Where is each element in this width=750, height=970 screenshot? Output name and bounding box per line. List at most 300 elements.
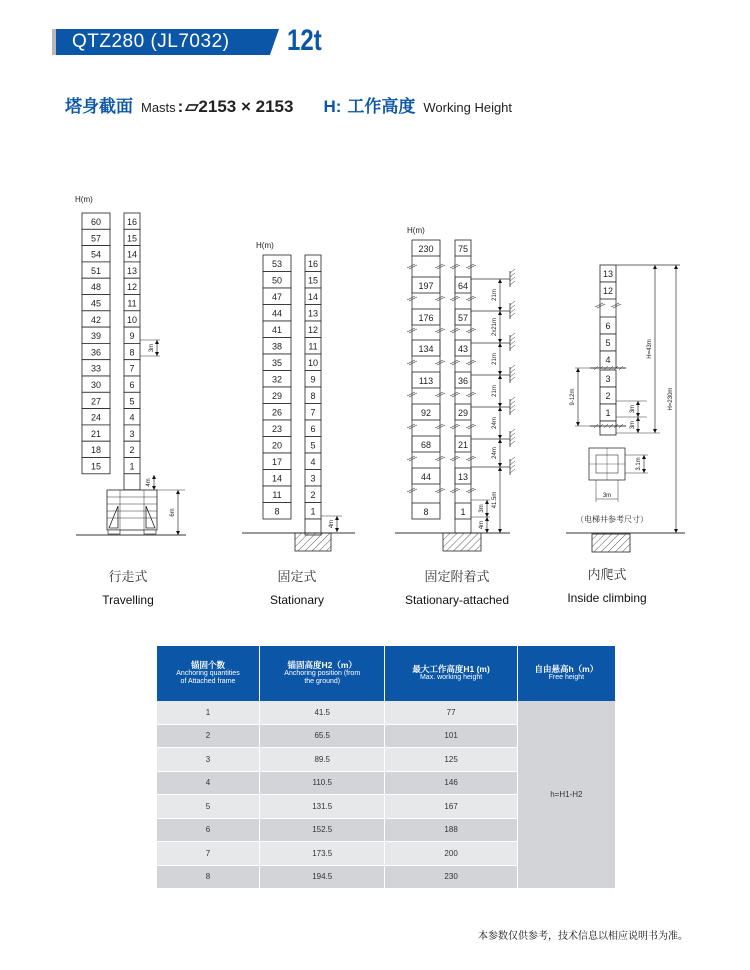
wall-hatch (510, 337, 515, 341)
col-header-free-height (517, 646, 615, 701)
break-mark-icon (437, 393, 445, 397)
col-header-max-working-height (385, 646, 517, 701)
break-mark-icon (435, 424, 443, 428)
section-number: 75 (457, 244, 469, 254)
wall-hatch (510, 369, 515, 373)
arrow-up-icon (642, 455, 646, 459)
break-mark-icon (409, 329, 417, 333)
cell-anchoring-position: 194.5 (259, 865, 385, 889)
break-mark-icon (409, 297, 417, 301)
caption-inside-climbing (532, 564, 682, 605)
mast-dimension: ▱2153 × 2153 (185, 97, 294, 116)
diagram-travelling (75, 195, 186, 535)
header-en: Free height (548, 674, 585, 682)
height-value: 60 (90, 217, 102, 227)
arrow-down-icon (155, 352, 159, 356)
break-mark-icon (450, 296, 458, 300)
height-value: 39 (90, 331, 102, 342)
dim-21m-label: 21m (492, 353, 498, 365)
height-value: 113 (418, 376, 434, 386)
section-number: 6 (310, 424, 316, 434)
wall-hatch (510, 465, 515, 469)
cell-max-height: 101 (385, 724, 517, 748)
anchoring-spec-table (157, 646, 615, 889)
break-mark-icon (409, 425, 417, 429)
section-number: 12 (602, 286, 614, 296)
arrow-down-icon (674, 529, 678, 533)
header-en: Max. working height (419, 674, 483, 682)
break-mark-icon (407, 424, 415, 428)
col-header-anchoring-position (259, 646, 385, 701)
break-mark-icon (437, 329, 445, 333)
break-mark-icon (466, 456, 474, 460)
dim-4m-label: 4m (146, 478, 152, 487)
height-value: 26 (271, 407, 283, 418)
caption-travelling-cn: 行走式 (108, 569, 148, 584)
col-header-anchoring-qty (157, 646, 259, 701)
header-cn: 锚固个数 (190, 659, 225, 670)
tower-configuration-diagrams (0, 180, 750, 560)
arrow-up-icon (498, 375, 502, 379)
dim-3-1m-label: 3.1m (636, 457, 642, 471)
wheel-icon (108, 530, 120, 534)
section-number: 4 (605, 355, 611, 365)
height-value: 18 (90, 445, 102, 456)
break-mark-icon (435, 392, 443, 396)
header-cn: 最大工作高度H1 (m) (412, 663, 490, 674)
table-body (157, 701, 615, 889)
cell-max-height: 188 (385, 818, 517, 842)
height-value: 197 (418, 281, 434, 291)
arrow-up-icon (498, 407, 502, 411)
travelling-chassis (107, 490, 157, 530)
arrow-up-icon (152, 475, 156, 479)
break-mark-icon (468, 393, 476, 397)
break-mark-icon (435, 488, 443, 492)
arrow-up-icon (335, 516, 339, 520)
section-number: 13 (307, 308, 319, 319)
height-value: 44 (420, 472, 432, 482)
cell-anchoring-qty: 3 (157, 748, 259, 772)
mast-label-cn: 塔身截面 (65, 97, 133, 116)
wall-hatch (510, 269, 515, 273)
header-en: Anchoring position (from the ground) (284, 670, 361, 686)
break-mark-icon (437, 361, 445, 365)
break-mark-icon (450, 360, 458, 364)
arrow-up-icon (485, 517, 489, 521)
section-number: 10 (126, 314, 138, 325)
tonnage-label: 12t (287, 24, 322, 57)
break-mark-icon (435, 360, 443, 364)
caption-travelling-en: Travelling (102, 593, 154, 607)
arrow-up-icon (485, 500, 489, 504)
height-value: 11 (272, 490, 282, 500)
cell-anchoring-qty: 1 (157, 701, 259, 724)
wall-hatch (510, 429, 515, 433)
base-section (600, 421, 616, 435)
arrow-up-icon (498, 279, 502, 283)
height-value: 33 (90, 363, 102, 374)
height-value: 176 (418, 313, 434, 323)
cell-anchoring-qty: 2 (157, 724, 259, 748)
break-mark-icon (452, 297, 460, 301)
wall-hatch (510, 373, 515, 377)
section-number: 5 (129, 396, 135, 407)
section-number: 13 (457, 472, 469, 482)
arrow-down-icon (636, 413, 640, 417)
height-value: 23 (271, 424, 283, 434)
section-number: 1 (310, 506, 316, 517)
caption-stationary-attached (382, 566, 532, 607)
break-mark-icon (409, 457, 417, 461)
break-mark-icon (452, 393, 460, 397)
arrow-up-icon (576, 368, 580, 372)
height-label-h: H: (323, 97, 342, 116)
section-number: 15 (126, 233, 138, 244)
height-value: 50 (271, 275, 283, 286)
wall-hatch (510, 313, 515, 317)
wall-hatch (510, 341, 515, 345)
height-value: 30 (90, 380, 102, 390)
break-mark-icon (409, 489, 417, 493)
break-mark-icon (450, 328, 458, 332)
dim-9-12m-label: 9-12m (570, 388, 576, 406)
break-mark-icon (466, 424, 474, 428)
wall-hatch (510, 305, 515, 309)
dim-3m-label: 3m (630, 404, 636, 414)
height-label-en: Working Height (423, 100, 513, 115)
height-value: 24 (90, 412, 102, 423)
section-number: 64 (457, 281, 469, 291)
dim-3m-label: 3m (630, 420, 636, 430)
arrow-down-icon (653, 429, 657, 433)
elevator-shaft-note: （电梯井参考尺寸） (576, 515, 648, 524)
wall-hatch (510, 433, 515, 437)
section-number: 1 (460, 507, 466, 517)
section-number: 36 (457, 376, 469, 386)
section-number: 15 (307, 275, 319, 286)
wall-hatch (510, 457, 515, 461)
break-mark-icon (450, 456, 458, 460)
section-number: 57 (457, 313, 469, 323)
cell-anchoring-position: 131.5 (259, 795, 385, 819)
break-mark-icon (437, 425, 445, 429)
wall-hatch (510, 441, 515, 445)
wall-hatch (510, 333, 515, 337)
height-value: 8 (423, 507, 429, 517)
height-value: 41 (271, 325, 283, 335)
wall-hatch (510, 409, 515, 413)
cell-max-height: 146 (385, 771, 517, 795)
break-mark-icon (468, 489, 476, 493)
arrow-down-icon (498, 371, 502, 375)
arrow-down-icon (176, 531, 180, 535)
cell-anchoring-position: 152.5 (259, 818, 385, 842)
wall-hatch (510, 469, 515, 473)
cell-anchoring-position: 89.5 (259, 748, 385, 772)
break-mark-icon (597, 304, 605, 308)
section-number: 21 (457, 440, 469, 450)
arrow-up-icon (155, 340, 159, 344)
arrow-up-icon (498, 311, 502, 315)
height-value: 35 (271, 358, 283, 368)
section-number: 1 (129, 461, 135, 472)
arrow-up-icon (176, 490, 180, 494)
break-mark-icon (437, 489, 445, 493)
break-mark-icon (466, 360, 474, 364)
section-number: 14 (307, 292, 319, 302)
break-mark-icon (435, 264, 443, 268)
break-mark-icon (613, 304, 621, 308)
break-mark-icon (407, 264, 415, 268)
break-mark-icon (468, 425, 476, 429)
arrow-down-icon (576, 422, 580, 426)
height-value: 42 (90, 314, 102, 325)
cell-anchoring-qty: 7 (157, 842, 259, 866)
cell-anchoring-qty: 6 (157, 818, 259, 842)
arrow-down-icon (152, 486, 156, 490)
break-mark-icon (466, 296, 474, 300)
height-value: 44 (271, 308, 283, 319)
dim-41-5m-label: 41.5m (492, 491, 498, 509)
diagram-inside-climbing (566, 265, 685, 552)
dim-3m-h-label: 3m (602, 493, 612, 499)
break-mark-icon (409, 393, 417, 397)
break-mark-icon (452, 265, 460, 269)
axis-label-h: H(m) (256, 241, 274, 250)
height-value: 17 (271, 457, 283, 467)
height-label-cn: 工作高度 (347, 97, 416, 116)
height-value: 92 (420, 408, 432, 418)
arrow-down-icon (498, 463, 502, 467)
dim-21m-label: 21m (492, 289, 498, 301)
height-value: 27 (90, 396, 102, 407)
break-mark-icon (407, 392, 415, 396)
wall-hatch (510, 301, 515, 305)
height-value: 14 (271, 473, 283, 484)
section-number: 3 (129, 428, 135, 439)
arrow-down-icon (498, 435, 502, 439)
arrow-up-icon (636, 417, 640, 421)
break-mark-icon (468, 361, 476, 365)
break-mark-icon (450, 424, 458, 428)
break-mark-icon (450, 392, 458, 396)
break-mark-icon (452, 361, 460, 365)
section-number: 3 (310, 473, 316, 484)
section-number: 12 (307, 325, 319, 335)
cell-max-height: 200 (385, 842, 517, 866)
axis-label-h: H(m) (407, 226, 425, 235)
arrow-down-icon (498, 403, 502, 407)
break-mark-icon (452, 329, 460, 333)
section-number: 7 (310, 407, 316, 418)
height-value: 36 (90, 347, 102, 358)
height-value: 51 (90, 265, 102, 276)
cell-anchoring-position: 65.5 (259, 724, 385, 748)
cell-anchoring-position: 173.5 (259, 842, 385, 866)
wall-hatch (510, 397, 515, 401)
axis-label-h: H(m) (75, 195, 93, 204)
base-section (124, 474, 140, 490)
footnote: 本参数仅供参考，技术信息以相应说明书为准。 (478, 931, 688, 942)
section-number: 14 (126, 249, 138, 260)
cell-max-height: 77 (385, 701, 517, 724)
caption-stationary-cn: 固定式 (277, 569, 317, 584)
arrow-down-icon (485, 513, 489, 517)
section-number: 16 (307, 259, 319, 269)
break-mark-icon (437, 297, 445, 301)
section-number: 12 (126, 282, 138, 293)
section-number: 5 (310, 440, 316, 451)
height-value: 45 (90, 298, 102, 309)
dim-2x21m-label: 2x21m (492, 317, 498, 337)
caption-inside-en: Inside climbing (567, 591, 647, 605)
header-cn: 锚固高度H2（m） (287, 659, 357, 670)
wall-hatch (510, 345, 515, 349)
break-mark-icon (468, 329, 476, 333)
wall-hatch (510, 277, 515, 281)
wall-hatch (510, 377, 515, 381)
arrow-down-icon (642, 469, 646, 473)
section-number: 5 (605, 338, 611, 348)
dim-h-230m-label: H=230m (668, 387, 674, 411)
section-number: 13 (602, 269, 614, 279)
arrow-down-icon (335, 528, 339, 532)
height-value: 38 (271, 341, 283, 352)
height-value: 134 (418, 344, 434, 354)
section-number: 9 (129, 331, 135, 342)
section-number: 2 (605, 391, 611, 401)
section-number: 2 (310, 490, 316, 500)
arrow-down-icon (498, 339, 502, 343)
caption-attached-en: Stationary-attached (404, 593, 510, 607)
break-mark-icon (437, 457, 445, 461)
dim-3m-label: 3m (479, 504, 485, 513)
section-number: 1 (605, 408, 611, 418)
mast-label-en: Masts (141, 100, 176, 115)
foundation-block (295, 533, 331, 551)
break-mark-icon (450, 488, 458, 492)
height-value: 47 (271, 292, 283, 302)
break-mark-icon (452, 457, 460, 461)
arrow-down-icon (636, 429, 640, 433)
break-mark-icon (409, 265, 417, 269)
section-number: 6 (605, 321, 611, 331)
height-value: 20 (271, 440, 283, 451)
section-number: 43 (457, 344, 469, 354)
wheel-icon (144, 530, 156, 534)
break-mark-icon (435, 296, 443, 300)
wall-hatch (510, 273, 515, 277)
arrow-up-icon (653, 265, 657, 269)
break-mark-icon (468, 265, 476, 269)
cell-anchoring-position: 110.5 (259, 771, 385, 795)
break-mark-icon (407, 456, 415, 460)
break-mark-icon (468, 457, 476, 461)
section-number: 8 (129, 347, 135, 358)
height-value: 54 (90, 249, 102, 260)
section-number: 10 (307, 358, 319, 368)
arrow-up-icon (498, 343, 502, 347)
break-mark-icon (466, 264, 474, 268)
wall-hatch (510, 365, 515, 369)
header-cn: 自由悬高h（m） (534, 663, 599, 674)
wall-hatch (510, 281, 515, 285)
break-mark-icon (452, 489, 460, 493)
break-mark-icon (466, 488, 474, 492)
cell-anchoring-position: 41.5 (259, 701, 385, 724)
cell-max-height: 230 (385, 865, 517, 889)
arrow-up-icon (498, 439, 502, 443)
height-value: 8 (274, 506, 280, 517)
section-number: 11 (308, 341, 318, 352)
section-number: 16 (126, 217, 138, 227)
height-value: 48 (90, 282, 102, 293)
section-number: 9 (310, 374, 316, 385)
section-number: 8 (310, 391, 316, 401)
height-value: 53 (271, 259, 283, 269)
arrow-up-icon (636, 401, 640, 405)
caption-stationary (222, 566, 372, 607)
break-mark-icon (407, 488, 415, 492)
dim-21m-label: 21m (492, 385, 498, 397)
table-header-row (157, 646, 615, 701)
break-mark-icon (595, 303, 603, 307)
arrow-up-icon (674, 265, 678, 269)
section-number: 7 (129, 363, 135, 374)
caption-attached-cn: 固定附着式 (424, 569, 490, 584)
caption-stationary-en: Stationary (269, 593, 325, 607)
break-mark-icon (435, 456, 443, 460)
cell-free-height-formula: h=H1-H2 (517, 701, 615, 889)
section-number: 6 (129, 380, 135, 390)
model-title: QTZ280 (JL7032) (72, 31, 230, 52)
break-mark-icon (450, 264, 458, 268)
section-number: 13 (126, 265, 138, 276)
section-number: 4 (129, 412, 135, 423)
section-number: 2 (129, 445, 135, 456)
diagram-stationary-attached (395, 226, 515, 551)
dim-4m-label: 4m (479, 520, 485, 530)
colon: : (177, 97, 184, 116)
section-number: 29 (457, 408, 469, 418)
break-mark-icon (409, 361, 417, 365)
dim-4m-label: 4m (329, 519, 335, 529)
break-mark-icon (407, 296, 415, 300)
arrow-down-icon (498, 307, 502, 311)
wall-hatch (510, 437, 515, 441)
break-mark-icon (468, 297, 476, 301)
break-mark-icon (452, 425, 460, 429)
mast-spec-line (65, 92, 512, 116)
height-value: 230 (418, 244, 434, 254)
foundation-block (443, 533, 481, 551)
dim-3m-label: 3m (149, 343, 155, 353)
break-mark-icon (435, 328, 443, 332)
height-value: 68 (420, 440, 432, 450)
dim-24m-label: 24m (492, 447, 498, 459)
height-value: 15 (90, 461, 102, 472)
cell-max-height: 125 (385, 748, 517, 772)
dim-h-43m-label: H=43m (647, 339, 653, 359)
header-en: Anchoring quantities of Attached frame (176, 670, 240, 686)
wall-hatch (510, 461, 515, 465)
table-row (157, 701, 615, 724)
wall-hatch (510, 405, 515, 409)
section-number: 4 (310, 457, 316, 467)
height-value: 32 (271, 374, 283, 385)
break-mark-icon (466, 392, 474, 396)
